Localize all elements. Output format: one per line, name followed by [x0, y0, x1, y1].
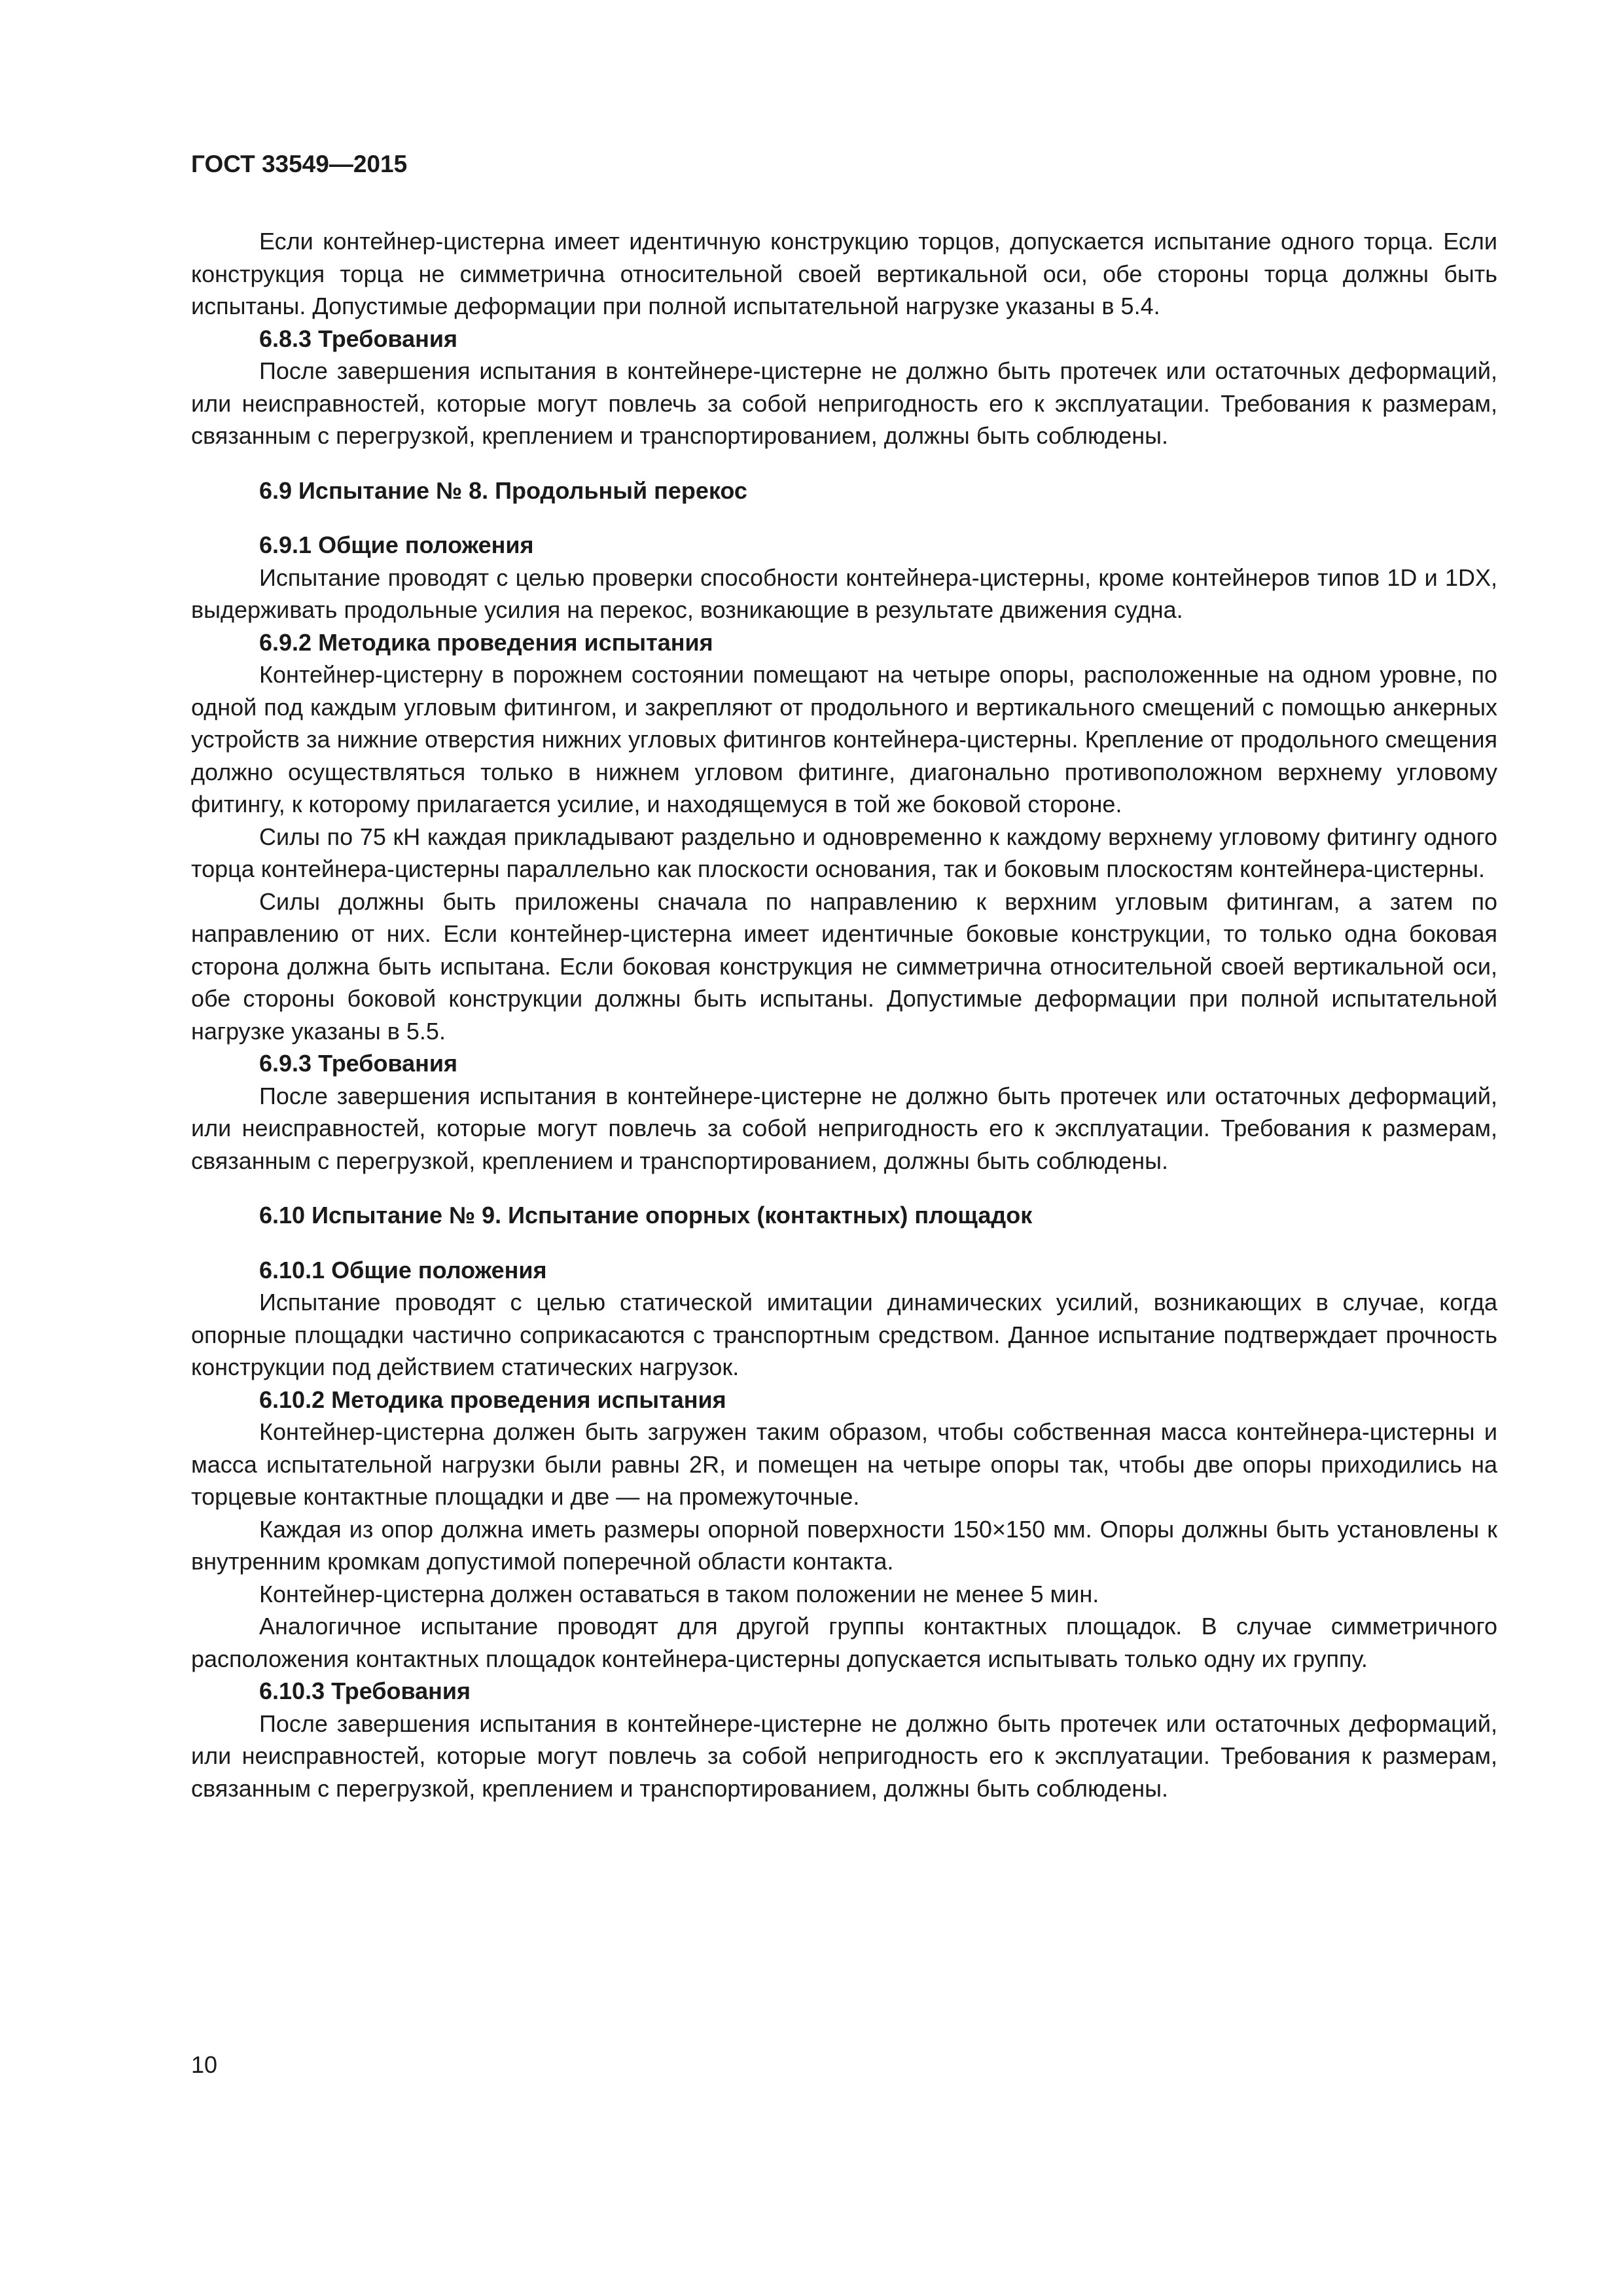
paragraph: Испытание проводят с целью статической имитации динамических усилий, возникающих в случае, когда опорные площадки частично соприкасаются с транспортным средством. Данное испытание подтверждает прочность конструкции под действием статических нагрузок.	[191, 1289, 1497, 1380]
subsection-heading: 6.9.2 Методика проведения испытания	[259, 628, 713, 656]
subsection-heading: 6.9.3 Требования	[259, 1050, 458, 1077]
subsection-heading: 6.10.3 Требования	[259, 1677, 471, 1704]
paragraph: Испытание проводят с целью проверки способности контейнера-цистерны, кроме контейнеров типов 1D и 1DX, выдерживать продольные усилия на перекос, возникающие в результате движения судна.	[191, 564, 1497, 623]
section-heading: 6.9 Испытание № 8. Продольный перекос	[259, 476, 747, 504]
paragraph: Контейнер-цистерна должен оставаться в таком положении не менее 5 мин.	[259, 1580, 1099, 1607]
section-heading: 6.10 Испытание № 9. Испытание опорных (контактных) площадок	[259, 1202, 1033, 1229]
document-code-header: ГОСТ 33549—2015	[191, 151, 408, 177]
paragraph: Если контейнер-цистерна имеет идентичную конструкцию торцов, допускается испытание одного торца. Если конструкция торца не симметрична относительной своей вертикальной оси, обе стороны торца должны быть испытаны. Допустимые деформации при полной испытательной нагрузке указаны в 5.4.	[191, 228, 1497, 319]
paragraph: Контейнер-цистерну в порожнем состоянии помещают на четыре опоры, расположенные на одном уровне, по одной под каждым угловым фитингом, и закрепляют от продольного и вертикального смещений с помощью анкерных устройств за нижние отверстия нижних угловых фитингов контейнера-цистерны. Крепление от продольного смещения должно осуществляться только в нижнем угловом фитинге, диагонально противоположном верхнему угловому фитингу, к которому прилагается усилие, и находящемуся в той же боковой стороне.	[191, 661, 1497, 817]
subsection-heading: 6.9.1 Общие положения	[259, 531, 534, 558]
paragraph: После завершения испытания в контейнере-цистерне не должно быть протечек или остаточных деформаций, или неисправностей, которые могут повлечь за собой непригодность его к эксплуатации. Требования к размерам, связанным с перегрузкой, креплением и транспортированием, должны быть соблюдены.	[191, 1082, 1497, 1174]
paragraph: Силы должны быть приложены сначала по направлению к верхним угловым фитингам, а затем по направлению от них. Если контейнер-цистерна имеет идентичные боковые конструкции, то только одна боковая сторона должна быть испытана. Если боковая конструкция не симметрична относительной своей вертикальной оси, обе стороны боковой конструкции должны быть испытаны. Допустимые деформации при полной испытательной нагрузке указаны в 5.5.	[191, 888, 1497, 1045]
paragraph: Каждая из опор должна иметь размеры опорной поверхности 150×150 мм. Опоры должны быть установлены к внутренним кромкам допустимой поперечной области контакта.	[191, 1515, 1497, 1575]
subsection-heading: 6.10.2 Методика проведения испытания	[259, 1386, 726, 1413]
subsection-heading: 6.8.3 Требования	[259, 325, 458, 352]
paragraph: Силы по 75 кН каждая прикладывают раздельно и одновременно к каждому верхнему угловому фитингу одного торца контейнера-цистерны параллельно как плоскости основания, так и боковым плоскостям контейнера-цистерны.	[191, 823, 1497, 882]
paragraph: После завершения испытания в контейнере-цистерне не должно быть протечек или остаточных деформаций, или неисправностей, которые могут повлечь за собой непригодность его к эксплуатации. Требования к размерам, связанным с перегрузкой, креплением и транспортированием, должны быть соблюдены.	[191, 357, 1497, 449]
document-body	[191, 225, 1497, 1804]
paragraph: После завершения испытания в контейнере-цистерне не должно быть протечек или остаточных деформаций, или неисправностей, которые могут повлечь за собой непригодность его к эксплуатации. Требования к размерам, связанным с перегрузкой, креплением и транспортированием, должны быть соблюдены.	[191, 1710, 1497, 1802]
subsection-heading: 6.10.1 Общие положения	[259, 1256, 547, 1283]
paragraph: Контейнер-цистерна должен быть загружен таким образом, чтобы собственная масса контейнера-цистерны и масса испытательной нагрузки были равны 2R, и помещен на четыре опоры так, чтобы две опоры приходились на торцевые контактные площадки и две — на промежуточные.	[191, 1418, 1497, 1510]
page-number: 10	[191, 2051, 218, 2078]
paragraph: Аналогичное испытание проводят для другой группы контактных площадок. В случае симметричного расположения контактных площадок контейнера-цистерны допускается испытывать только одну их группу.	[191, 1613, 1497, 1672]
